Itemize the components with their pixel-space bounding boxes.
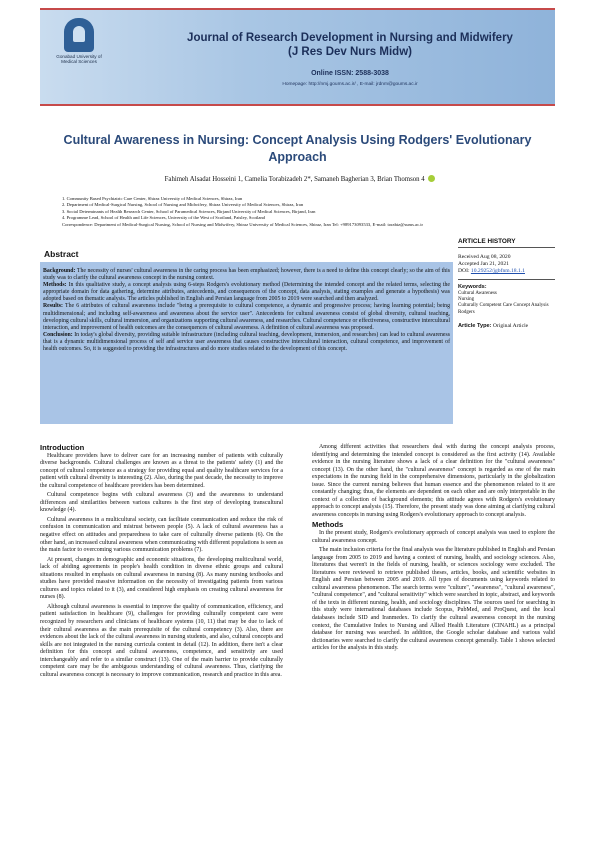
doi-label: DOI: — [458, 268, 470, 274]
keyword-item: Nursing — [458, 297, 475, 303]
body-paragraph: At present, changes in demographic and economic situations, the developing multicultural world, lack of abiding agreements in people's health condition in diverse ethnic groups and cultural situations resulted in emphasis on cultural awareness in nursing (8). As many nursing textbooks and studies have provided massive information on the necessity of investigating patients from various cultures and topics related to it (3), and considered high emphasis on creating cultural awareness for nurses (8). — [40, 556, 283, 601]
keywords-label: Keywords: — [458, 284, 487, 290]
introduction-heading: Introduction — [40, 443, 85, 452]
article-history-panel — [458, 238, 555, 330]
abstract-text — [43, 268, 450, 353]
results-text: The 6 attributes of cultural awareness include "being a prerequisite to cultural competence, a dynamic and progressive process; having learning potential; being multidimensional; and including self-awareness and awareness about the service user". Antecedents for cultural awareness consist of global diversity, cultural teaching, developing cultural skills, cultural immersion, and organizations supporting cultural awareness, and researches. Cultural competence or effectiveness, constructive intercultural interaction, and improvement of health outcomes are the consequences of cultural awareness. A definition of cultural awareness was proposed. — [43, 303, 450, 331]
body-left-column — [40, 444, 283, 681]
doi-line — [458, 268, 555, 275]
methods-label: Methods: — [43, 282, 67, 289]
affiliation-item: 3. Social Determinants of Health Research Center, School of Paramedical Sciences, Birjand University of Medical Sciences, Birjand, Iran — [62, 208, 316, 214]
history-heading: ARTICLE HISTORY — [458, 238, 555, 248]
article-type — [458, 323, 555, 330]
keyword-item: Culturally Competent Care Concept Analysis — [458, 303, 549, 309]
affiliation-item: 2. Department of Medical-Surgical Nursing, School of Nursing and Midwifery, Shiraz University of Medical Sciences, Shiraz, Iran — [62, 202, 304, 208]
correspondence: Correspondence: Department of Medical-Surgical Nursing, School of Nursing and Midwifery, Shiraz University of Medical Sciences, Shiraz, Iran Tel: +989173093533, E-mail: torabiz@sums.ac.ir — [62, 221, 424, 227]
body-paragraph: Cultural competence begins with cultural awareness (3) and the awareness to understand differences and similarities between various cultures is the first step of developing transcultural knowledge (4). — [40, 492, 283, 514]
journal-title-line2: (J Res Dev Nurs Midw) — [288, 46, 412, 58]
orcid-icon[interactable] — [428, 175, 435, 182]
received-date: Received Aug 08, 2020 — [458, 254, 511, 260]
keyword-item: Cultural Awareness — [458, 291, 497, 296]
journal-contact: Homepage: http://nmj.goums.ac.ir/ , E-mail: jrdnm@goums.ac.ir — [282, 82, 418, 87]
journal-title — [140, 31, 560, 59]
divider — [458, 279, 555, 280]
journal-title-line1: Journal of Research Development in Nursing and Midwifery — [187, 32, 513, 44]
university-name: Gonabad University of Medical Sciences — [56, 54, 102, 65]
body-right-column — [312, 444, 555, 655]
article-type-label: Article Type: — [458, 322, 492, 329]
methods-heading: Methods — [312, 520, 344, 530]
journal-issn: Online ISSN: 2588-3038 — [311, 70, 389, 77]
keyword-item: Rodgers — [458, 309, 475, 315]
body-paragraph: Healthcare providers have to deliver care for an increasing number of patients with culturally diverse backgrounds. Cultural challenges are known as a threat to the patients' safety (1) and the concept of cultural competence as a strategy for providing equal and quality healthcare services for a patient with cultural diversity is interesting (2). Also, during the past decade, the necessity to improve the cultural competence of healthcare providers has been determined. — [40, 452, 283, 489]
article-type-value: Original Article — [492, 322, 529, 329]
accepted-date: Accepted Jan 21, 2021 — [458, 261, 509, 267]
background-text: The necessity of nurses' cultural awareness in the caring process has been emphasized; however, there is a need to define this concept clearly; so the aim of this study was to clarify the cultural awareness concept in the nursing context. — [43, 268, 450, 282]
body-paragraph: Cultural awareness in a multicultural society, can facilitate communication and reduce the risk of confusion in communication and mistrust between people (5). A lack of cultural awareness has a negative effect on attitudes and preparedness to take care of culturally diverse patients (6). On the other hand, an increased cultural awareness when communicating with different populations is seen as the main factor to overcoming various communication problems (7). — [40, 516, 283, 554]
conclusion-text: In today's global diversity, providing suitable infrastructure (including cultural teaching, development, immersion, and researches) can lead to cultural awareness that is a dynamic multidimensional process of self and service user awareness that causes constructive intercultural interaction, cultural competence, and improvement of health outcomes. So, it is suggested to providing the infrastructures and do more studies related to the development of this concept. — [43, 331, 450, 353]
journal-banner — [40, 8, 555, 106]
body-paragraph: Although cultural awareness is essential to improve the quality of communication, efficiency, and patient satisfaction in healthcare (9), challenges for providing culturally competent care were recognized by researchers and clinicians of healthcare systems (10, 11) that may be due to lack of their cultural awareness as the main prerequisite of the cultural competency (3). Also, there are evidences about the lack of the cultural awareness in nursing students, and also, cultural concepts and skills are not integrated in the nursing curricula content in detail (12). In addition, there isn't a clear definition for this concept and cultural awareness, competence, and sensitivity are used interchangeably and refer to a similar construct (13). One of the main barrier to provide culturally competent care may be the ambiguous understanding of cultural awareness. Thus, clarifying the cultural awareness concept is necessary to improve communication, research and practice in this area. — [40, 603, 283, 678]
university-seal-icon — [64, 18, 94, 52]
abstract-heading: Abstract — [44, 249, 79, 259]
methods-text: In this qualitative study, a concept analysis using 6-steps Rodgers's evolutionary method (Determining the intended concept and the related terms, selecting the appropriate domain for data gathering, determine attributes, antecedents, and consequences of the concept, data analysis, stating examples and generate a hypothesis) was adopted based on thematic analysis. The articles published in English and Persian language from 2005 to 2019 were searched and then analyzed. — [43, 282, 451, 303]
university-logo — [48, 18, 110, 65]
conclusion-label: Conclusion: — [43, 331, 73, 338]
article-title: Cultural Awareness in Nursing: Concept Analysis Using Rodgers' Evolutionary Approach — [63, 133, 532, 164]
body-paragraph: The main inclusion criteria for the final analysis was the literature published in English and Persian language from 2005 to 2019 and having a context of nursing, health, and sociology sciences. Also, literatures that weren't in the fields of nursing, health, or sciences sociology were excluded. The literatures were reviewed to retrieve published theses, articles, books, and scientific websites in English and Persian between 2005 and 2019. All types of documents using keywords related to cultural awareness phenomenon. The search terms were "culture", "awareness", "cultural awareness", "cultural competence", and "cultural sensitivity" which were searched in topic, abstract, and keywords of the texts in different nursing, health, and sociology disciplines. The sources used for searching in this study were international databases include Scopus, PubMed, and ProQuest, and the local databases include SID and Iranmedex. To clarify the cultural awareness concept in the nursing context, the Cumulative Index to Nursing and Allied Health Literature (CINAHL) as a principal database for nursing was searched. In addition, the Google scholar database and various valid dictionaries were searched to clarify the cultural awareness concept generally. Table 1 shows selected articles for the analysis in this study. — [312, 547, 555, 652]
affiliations — [62, 196, 532, 228]
affiliation-item: 1. Community Based Psychiatric Care Center, Shiraz University of Medical Sciences, Shiraz, Iran — [62, 196, 243, 201]
affiliation-item: 4. Programme Lead, School of Health and Life Sciences, University of the West of Scotland, Paisley, Scotland — [62, 215, 265, 221]
authors-text: Fahimeh Alsadat Hosseini 1, Camelia Torabizadeh 2*, Samaneh Bagherian 3, Brian Thomson 4 — [164, 176, 425, 183]
doi-link[interactable]: 10.29252/jgbfnm.18.1.1 — [470, 268, 525, 274]
background-label: Background: — [43, 268, 76, 274]
results-label: Results: — [43, 303, 63, 310]
body-paragraph: In the present study, Rodgers's evolutionary approach of concept analysis was used to explore the cultural awareness concept. — [312, 530, 555, 544]
article-authors — [90, 175, 510, 183]
body-paragraph: Among different activities that researchers deal with during the concept analysis process, identifying and determining the intended concept is considered as the first activity (14). Available evidence in the nursing literature shows a lack of a clear definition for the "cultural awareness" concept (13). On the other hand, the "cultural awareness" concept is regarded as one of the main expectations in the nursing field in the comprehensive dimensions, particularly in the globalization issue. Since the current nursing believes that human essence and the phenomenon related to it are constantly changing; thus, the elements are dependent on each other and are only interpretable in the context of a collection of background elements; this attitude agrees with Rodgers's evolutionary approach to concept analysis (15). Therefore, the present study was done aiming at clarifying cultural awareness concepts in nursing using Rodgers's evolutionary approach to concept analysis. — [312, 444, 555, 518]
